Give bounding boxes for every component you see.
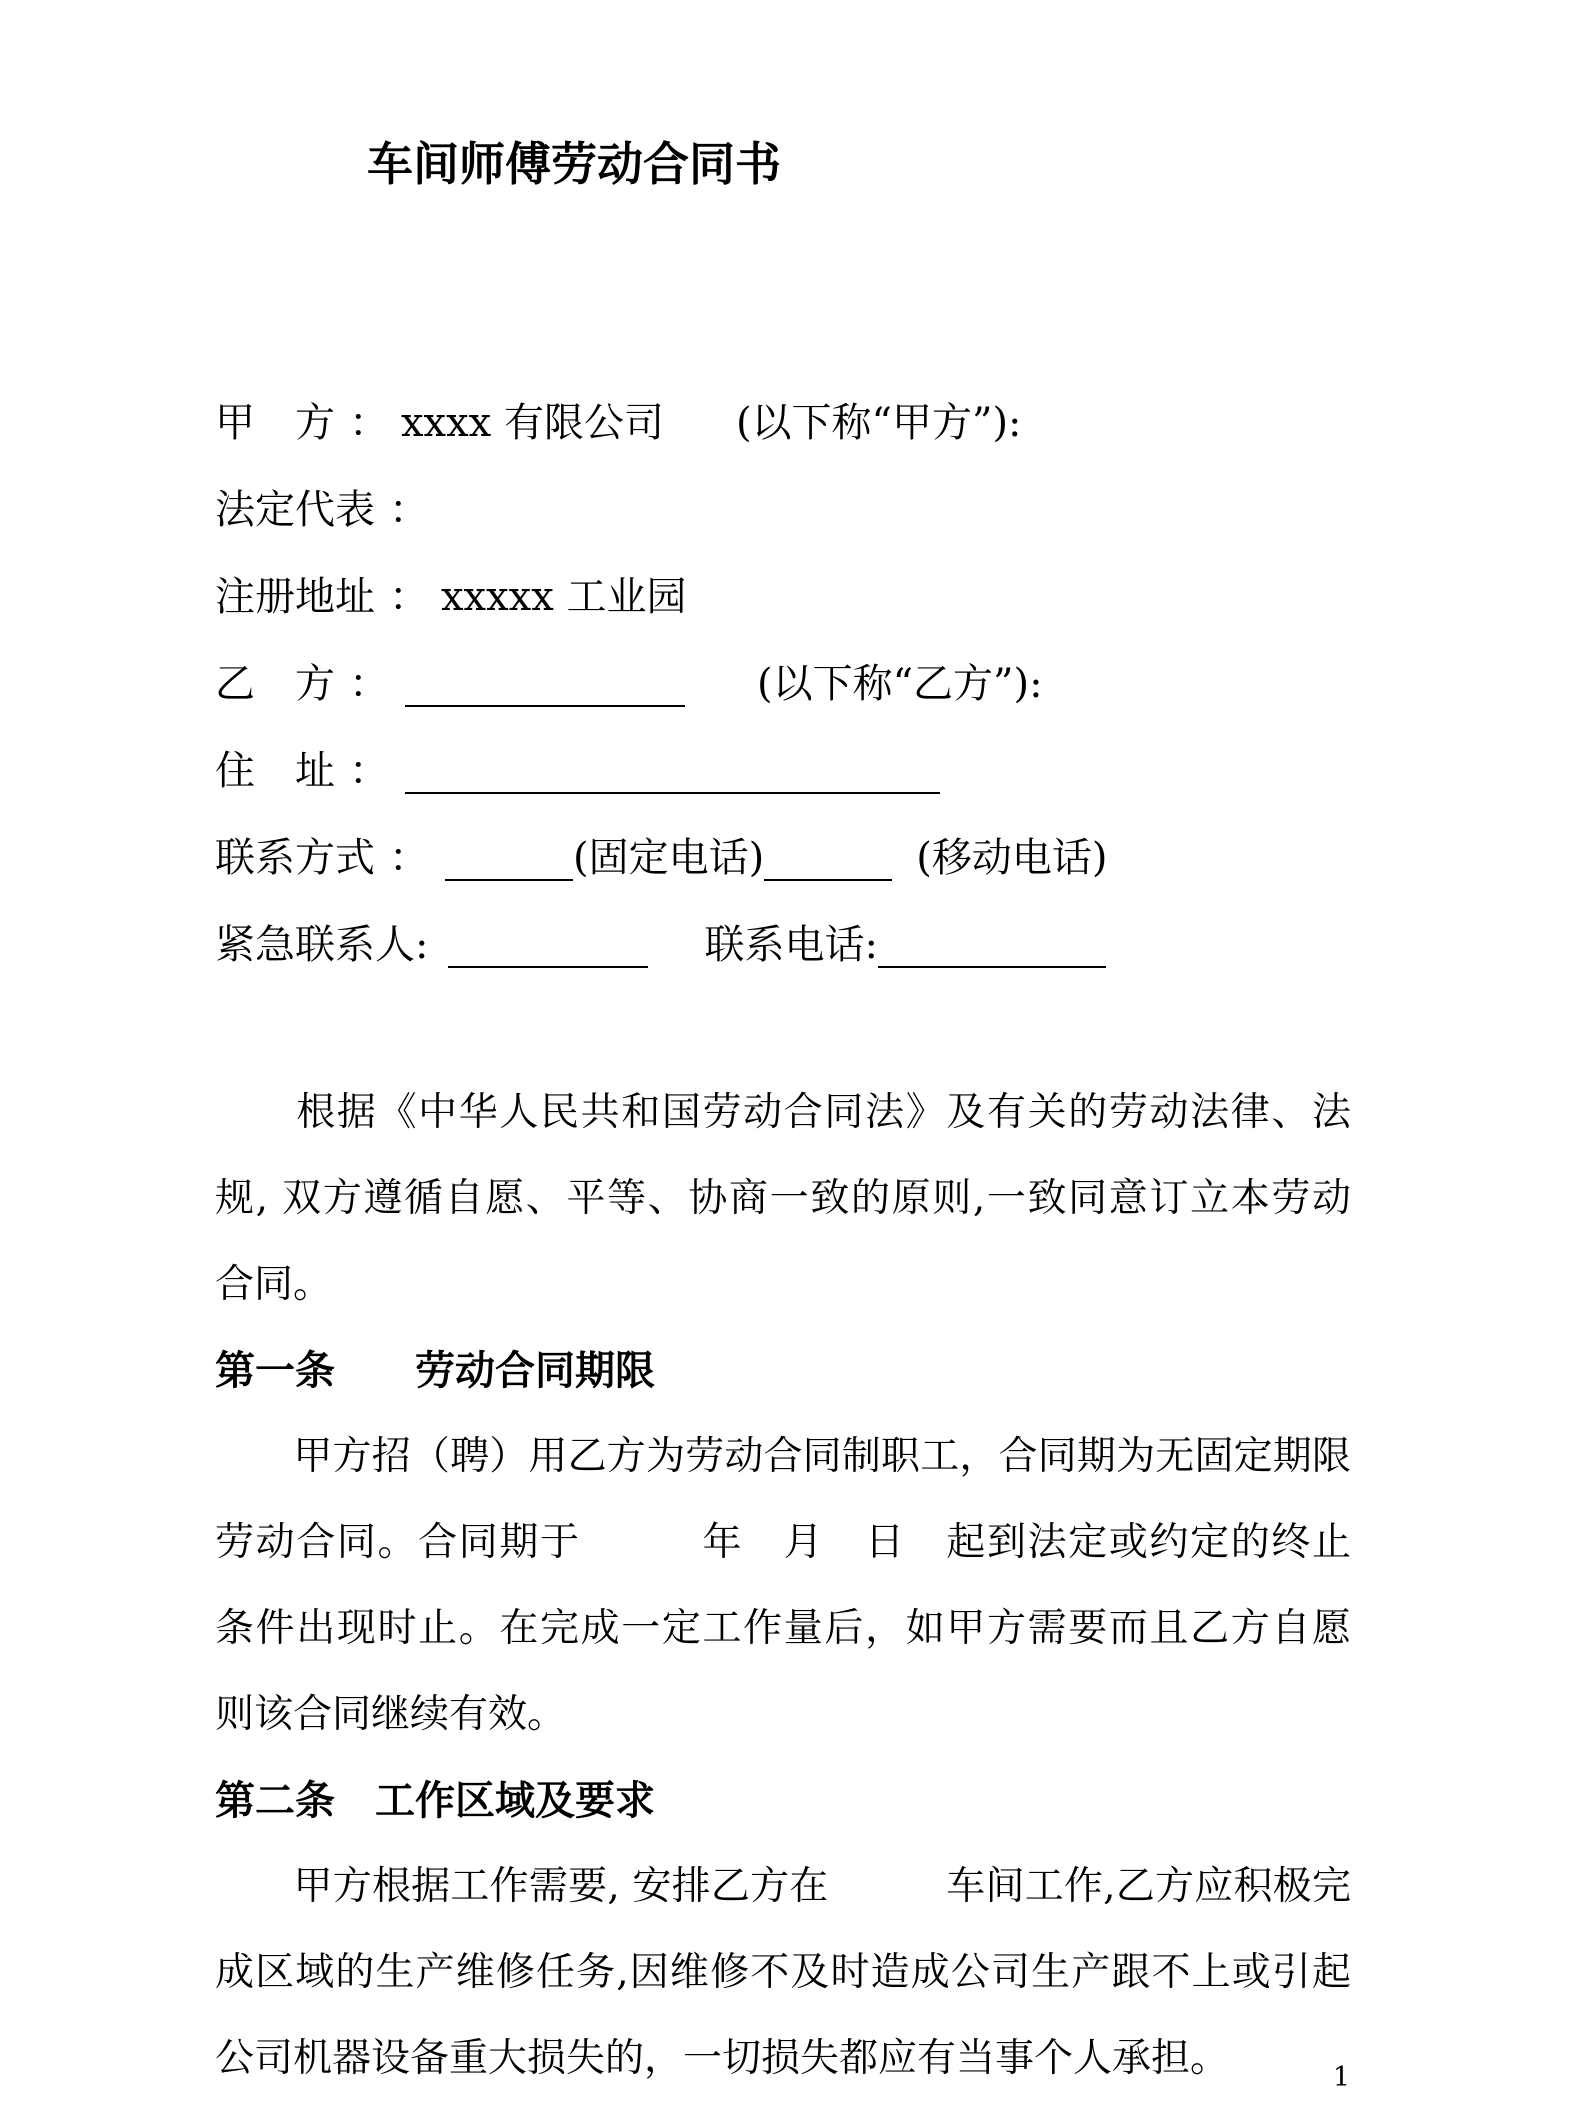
article-2-paragraph	[215, 1844, 1351, 2102]
party-b-row	[215, 659, 1351, 746]
page-number: 1	[1332, 2062, 1350, 2093]
text-line: 条件出现时止。在完成一定工作量后，如甲方需要而且乙方自愿	[215, 1606, 1351, 1651]
party-b-note: (以下称“乙方”):	[757, 661, 1043, 707]
article-1-paragraph	[215, 1414, 1351, 1758]
emergency-contact-label: 紧急联系人:	[215, 922, 429, 968]
contact-colon: ：	[389, 835, 429, 881]
party-a-note: (以下称“甲方”):	[735, 400, 1022, 446]
text-line: 合同。	[215, 1262, 333, 1307]
legal-rep-row	[215, 485, 1351, 572]
text-line: 劳动合同。合同期于 年 月 日 起到法定或约定的终止	[215, 1520, 1351, 1565]
intro-paragraph	[215, 1070, 1351, 1328]
emergency-phone-blank-line	[878, 920, 1106, 968]
address-colon: ：	[349, 748, 389, 794]
party-b-colon: ：	[349, 661, 389, 707]
emergency-phone-label: 联系电话:	[704, 922, 878, 968]
emergency-contact-row	[215, 920, 1351, 1007]
legal-rep-label: 法定代表	[215, 487, 375, 533]
article-1-heading: 第一条 劳动合同期限	[215, 1347, 655, 1394]
reg-address-value: xxxxx 工业园	[441, 574, 687, 620]
text-line: 甲方招（聘）用乙方为劳动合同制职工，合同期为无固定期限	[215, 1434, 1351, 1479]
mobile-phone-blank-line	[764, 833, 892, 881]
text-line: 公司机器设备重大损失的，一切损失都应有当事个人承担。	[215, 2036, 1230, 2081]
party-a-label: 甲 方	[215, 400, 335, 446]
text-line: 成区域的生产维修任务,因维修不及时造成公司生产跟不上或引起	[215, 1950, 1351, 1995]
address-row	[215, 746, 1351, 833]
party-a-value: xxxx 有限公司	[401, 400, 664, 446]
fixed-phone-blank-line	[445, 833, 573, 881]
text-line: 根据《中华人民共和国劳动合同法》及有关的劳动法律、法	[215, 1090, 1351, 1135]
address-blank-line	[405, 746, 940, 794]
emergency-name-blank-line	[448, 920, 648, 968]
party-b-label: 乙 方	[215, 661, 335, 707]
page-content	[215, 0, 1351, 2102]
address-label: 住 址	[215, 748, 335, 794]
reg-address-colon: ：	[389, 574, 429, 620]
parties-section	[215, 398, 1351, 1007]
contact-label: 联系方式	[215, 835, 375, 881]
text-line: 规, 双方遵循自愿、平等、协商一致的原则,一致同意订立本劳动	[215, 1176, 1351, 1221]
reg-address-label: 注册地址	[215, 574, 375, 620]
reg-address-row	[215, 572, 1351, 659]
fixed-phone-label: (固定电话)	[573, 835, 765, 881]
legal-rep-colon: ：	[389, 487, 429, 533]
article-2-heading: 第二条 工作区域及要求	[215, 1777, 655, 1824]
text-line: 甲方根据工作需要, 安排乙方在 车间工作,乙方应积极完	[215, 1864, 1351, 1909]
party-b-blank-line	[405, 659, 685, 707]
party-a-colon: ：	[349, 400, 389, 446]
text-line: 则该合同继续有效。	[215, 1692, 567, 1737]
page-title: 车间师傅劳动合同书	[367, 137, 781, 191]
mobile-phone-label: (移动电话)	[916, 835, 1108, 881]
contact-row	[215, 833, 1351, 920]
party-a-row	[215, 398, 1351, 485]
